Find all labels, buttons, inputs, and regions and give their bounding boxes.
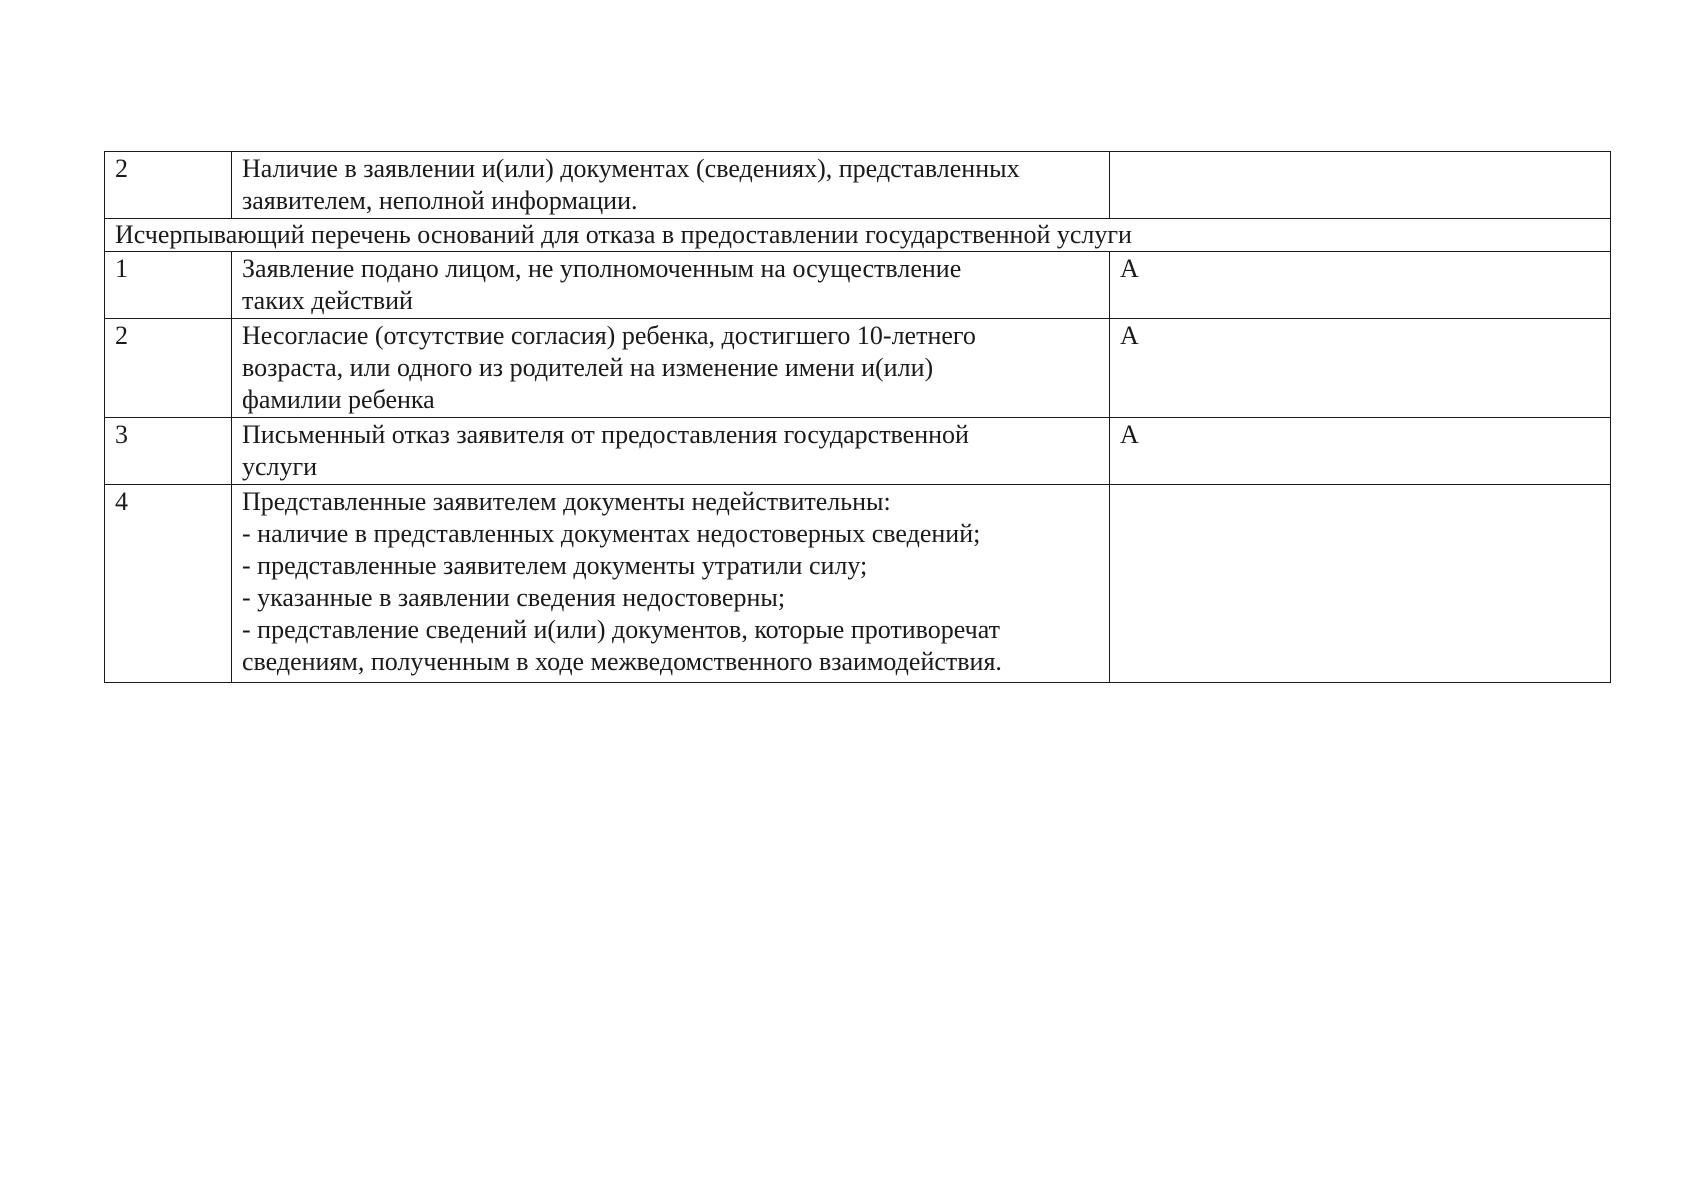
description-line: возраста, или одного из родителей на изменение имени и(или) xyxy=(242,353,934,382)
row-note xyxy=(1110,485,1611,683)
row-note: А xyxy=(1110,418,1611,485)
row-description xyxy=(232,252,1110,319)
description-line: услуги xyxy=(242,452,318,481)
table-row xyxy=(105,418,1611,485)
row-number: 2 xyxy=(105,152,232,219)
description-line: - наличие в представленных документах недостоверных сведений; xyxy=(242,519,981,548)
table-row xyxy=(105,485,1611,683)
section-title: Исчерпывающий перечень оснований для отказа в предоставлении государственной услуги xyxy=(105,219,1611,252)
description-line: Письменный отказ заявителя от предоставления государственной xyxy=(242,420,969,449)
description-line: Наличие в заявлении и(или) документах (сведениях), представленных xyxy=(242,154,1020,183)
description-line: Заявление подано лицом, не уполномоченным на осуществление xyxy=(242,254,962,283)
description-line: - представление сведений и(или) документов, которые противоречат xyxy=(242,615,1000,644)
description-line: сведениям, полученным в ходе межведомственного взаимодействия. xyxy=(242,647,1002,676)
table-row xyxy=(105,319,1611,418)
row-description xyxy=(232,418,1110,485)
description-line: - указанные в заявлении сведения недостоверны; xyxy=(242,583,786,612)
row-note: А xyxy=(1110,319,1611,418)
row-note: А xyxy=(1110,252,1611,319)
row-description xyxy=(232,319,1110,418)
description-line: фамилии ребенка xyxy=(242,385,435,414)
description-line: Представленные заявителем документы недействительны: xyxy=(242,487,891,516)
description-line: - представленные заявителем документы утратили силу; xyxy=(242,551,868,580)
row-number: 3 xyxy=(105,418,232,485)
table-row xyxy=(105,152,1611,219)
row-number: 1 xyxy=(105,252,232,319)
table-row xyxy=(105,252,1611,319)
row-number: 4 xyxy=(105,485,232,683)
grounds-table xyxy=(104,151,1611,683)
row-number: 2 xyxy=(105,319,232,418)
description-line: таких действий xyxy=(242,286,413,315)
section-header-row xyxy=(105,219,1611,252)
description-line: заявителем, неполной информации. xyxy=(242,186,638,215)
row-description xyxy=(232,152,1110,219)
row-note xyxy=(1110,152,1611,219)
description-line: Несогласие (отсутствие согласия) ребенка, достигшего 10-летнего xyxy=(242,321,976,350)
row-description xyxy=(232,485,1110,683)
